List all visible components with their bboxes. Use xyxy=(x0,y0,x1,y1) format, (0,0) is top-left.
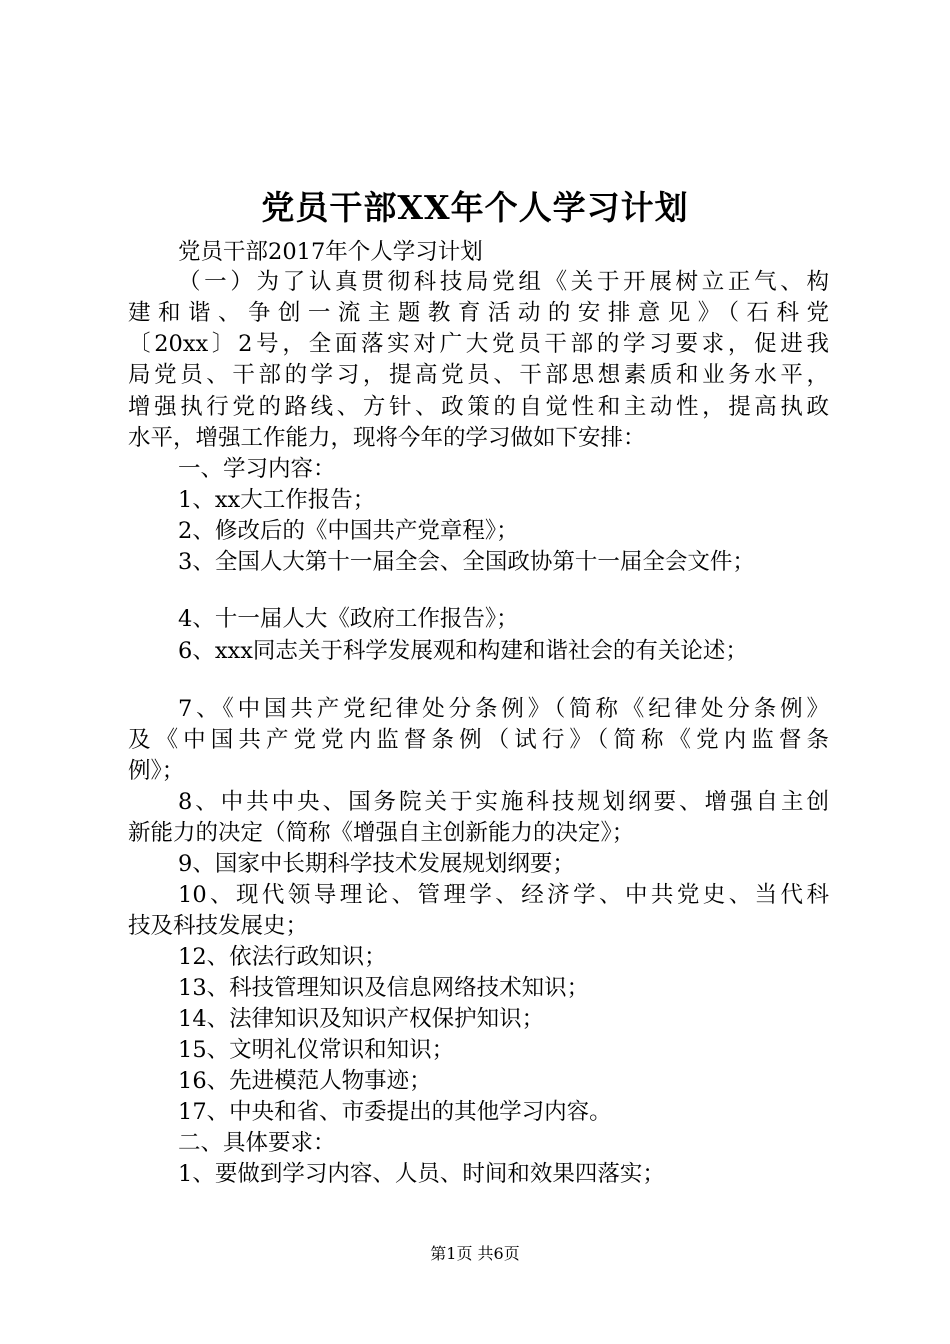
list-item: 17、中央和省、市委提出的其他学习内容。 xyxy=(178,1099,612,1125)
list-item: 4、十一届人大《政府工作报告》； xyxy=(178,606,519,632)
paragraph-line: 增强执行党的路线、方针、政策的自觉性和主动性，提高执政 xyxy=(128,394,829,420)
list-item: 10、现代领导理论、管理学、经济学、中共党史、当代科 xyxy=(178,882,829,908)
list-item: 7、《中国共产党纪律处分条例》（简称《纪律处分条例》 xyxy=(178,696,829,722)
document-title: 党员干部XX年个人学习计划 xyxy=(261,188,689,227)
page-number: 第1页 共6页 xyxy=(430,1244,520,1263)
list-item: 14、法律知识及知识产权保护知识； xyxy=(178,1006,545,1032)
list-item: 1、xx大工作报告； xyxy=(178,487,376,513)
list-item: 8、中共中央、国务院关于实施科技规划纲要、增强自主创 xyxy=(178,789,829,815)
paragraph-line: 水平，增强工作能力，现将今年的学习做如下安排： xyxy=(128,425,646,451)
list-item: 9、国家中长期科学技术发展规划纲要； xyxy=(178,851,575,877)
list-item-continuation: 及《中国共产党党内监督条例（试行》（简称《党内监督条 xyxy=(128,727,829,753)
section-heading: 二、具体要求： xyxy=(178,1130,336,1156)
list-item-continuation: 技及科技发展史； xyxy=(128,913,309,939)
list-item: 16、先进模范人物事迹； xyxy=(178,1068,432,1094)
list-item: 13、科技管理知识及信息网络技术知识； xyxy=(178,975,590,1001)
section-heading: 一、学习内容： xyxy=(178,456,336,482)
list-item-continuation: 新能力的决定（简称《增强自主创新能力的决定》； xyxy=(128,820,635,846)
list-item: 3、全国人大第十一届全会、全国政协第十一届全会文件； xyxy=(178,549,755,575)
paragraph-line: 局党员、干部的学习，提高党员、干部思想素质和业务水平， xyxy=(128,362,829,388)
list-item: 1、要做到学习内容、人员、时间和效果四落实； xyxy=(178,1161,665,1187)
paragraph-line: 〔20xx〕2号，全面落实对广大党员干部的学习要求，促进我 xyxy=(128,331,829,357)
paragraph-line: （一）为了认真贯彻科技局党组《关于开展树立正气、构 xyxy=(178,269,829,295)
list-item: 2、修改后的《中国共产党章程》； xyxy=(178,518,519,544)
list-item: 12、依法行政知识； xyxy=(178,944,387,970)
list-item: 15、文明礼仪常识和知识； xyxy=(178,1037,455,1063)
paragraph-line: 建和谐、争创一流主题教育活动的安排意见》（石科党 xyxy=(128,300,829,326)
list-item: 6、xxx同志关于科学发展观和构建和谐社会的有关论述； xyxy=(178,638,748,664)
list-item-continuation: 例》； xyxy=(128,758,185,784)
subtitle-line: 党员干部2017年个人学习计划 xyxy=(178,239,483,265)
